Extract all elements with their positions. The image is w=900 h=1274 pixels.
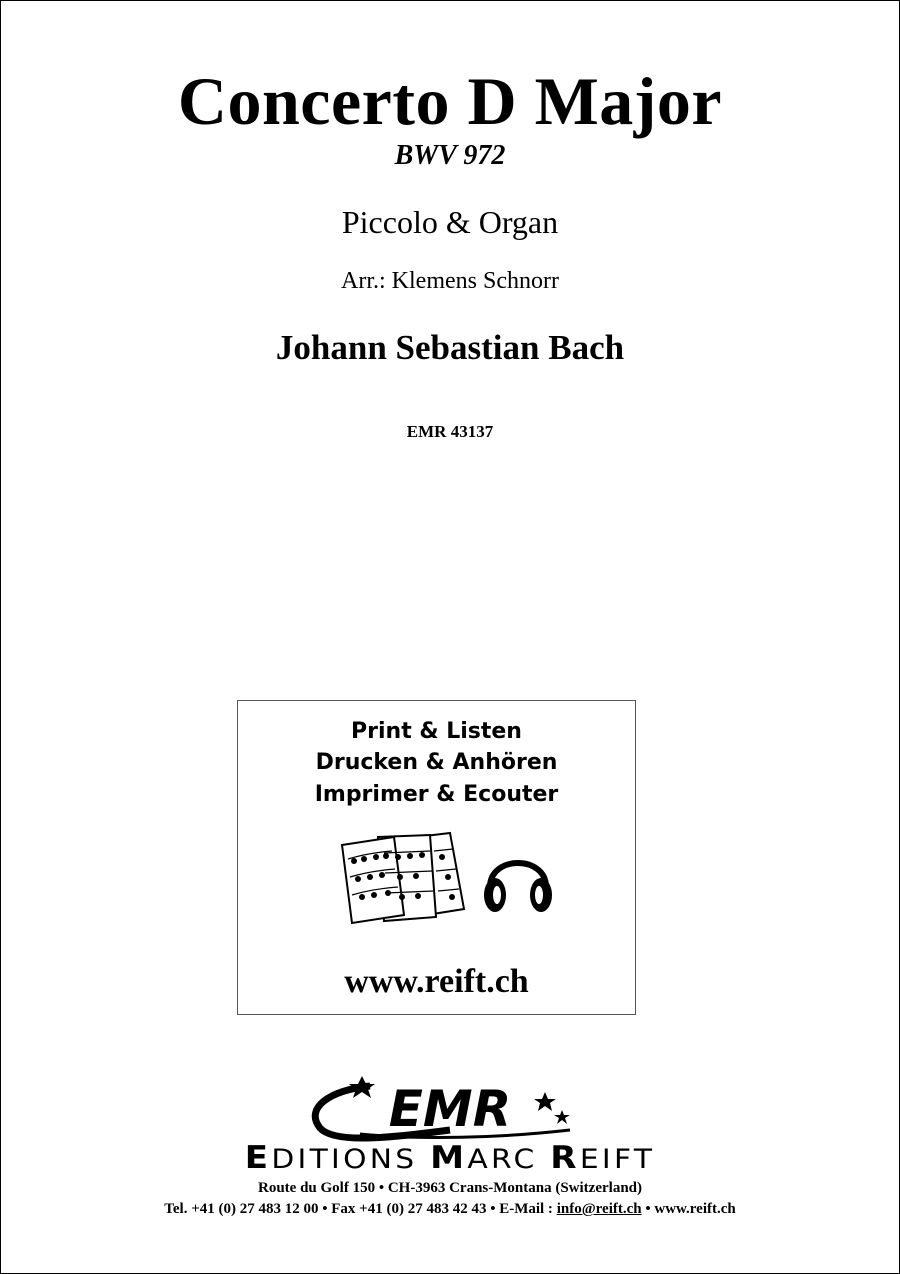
piece-title: Concerto D Major bbox=[177, 63, 723, 139]
contact-website: • www.reift.ch bbox=[641, 1201, 736, 1217]
publisher-contact bbox=[0, 1201, 900, 1218]
composer: Johann Sebastian Bach bbox=[275, 328, 625, 367]
logo-text: EMR bbox=[388, 1080, 512, 1138]
promo-line-german: Drucken & Anhören bbox=[315, 750, 558, 775]
promo-website[interactable]: www.reift.ch bbox=[344, 963, 529, 1000]
promo-line-english: Print & Listen bbox=[351, 719, 522, 744]
arranger: Arr.: Klemens Schnorr bbox=[341, 268, 559, 294]
publisher-name: EDITIONS MARC REIFT bbox=[244, 1140, 656, 1176]
promo-line-french: Imprimer & Ecouter bbox=[314, 782, 559, 807]
email-link[interactable]: info@reift.ch bbox=[556, 1201, 642, 1217]
sheet-music-icon bbox=[338, 831, 468, 926]
catalog-subtitle: BWV 972 bbox=[394, 140, 506, 171]
contact-phone-fax: Tel. +41 (0) 27 483 12 00 • Fax +41 (0) 27 483 42 43 • E-Mail : bbox=[164, 1201, 557, 1217]
headphones-icon bbox=[482, 841, 554, 921]
emr-logo bbox=[300, 1072, 600, 1147]
instrumentation: Piccolo & Organ bbox=[341, 204, 559, 240]
catalog-number: EMR 43137 bbox=[406, 422, 494, 441]
print-listen-box bbox=[237, 700, 636, 1015]
publisher-address: Route du Golf 150 • CH-3963 Crans-Montana (Switzerland) bbox=[258, 1180, 642, 1196]
